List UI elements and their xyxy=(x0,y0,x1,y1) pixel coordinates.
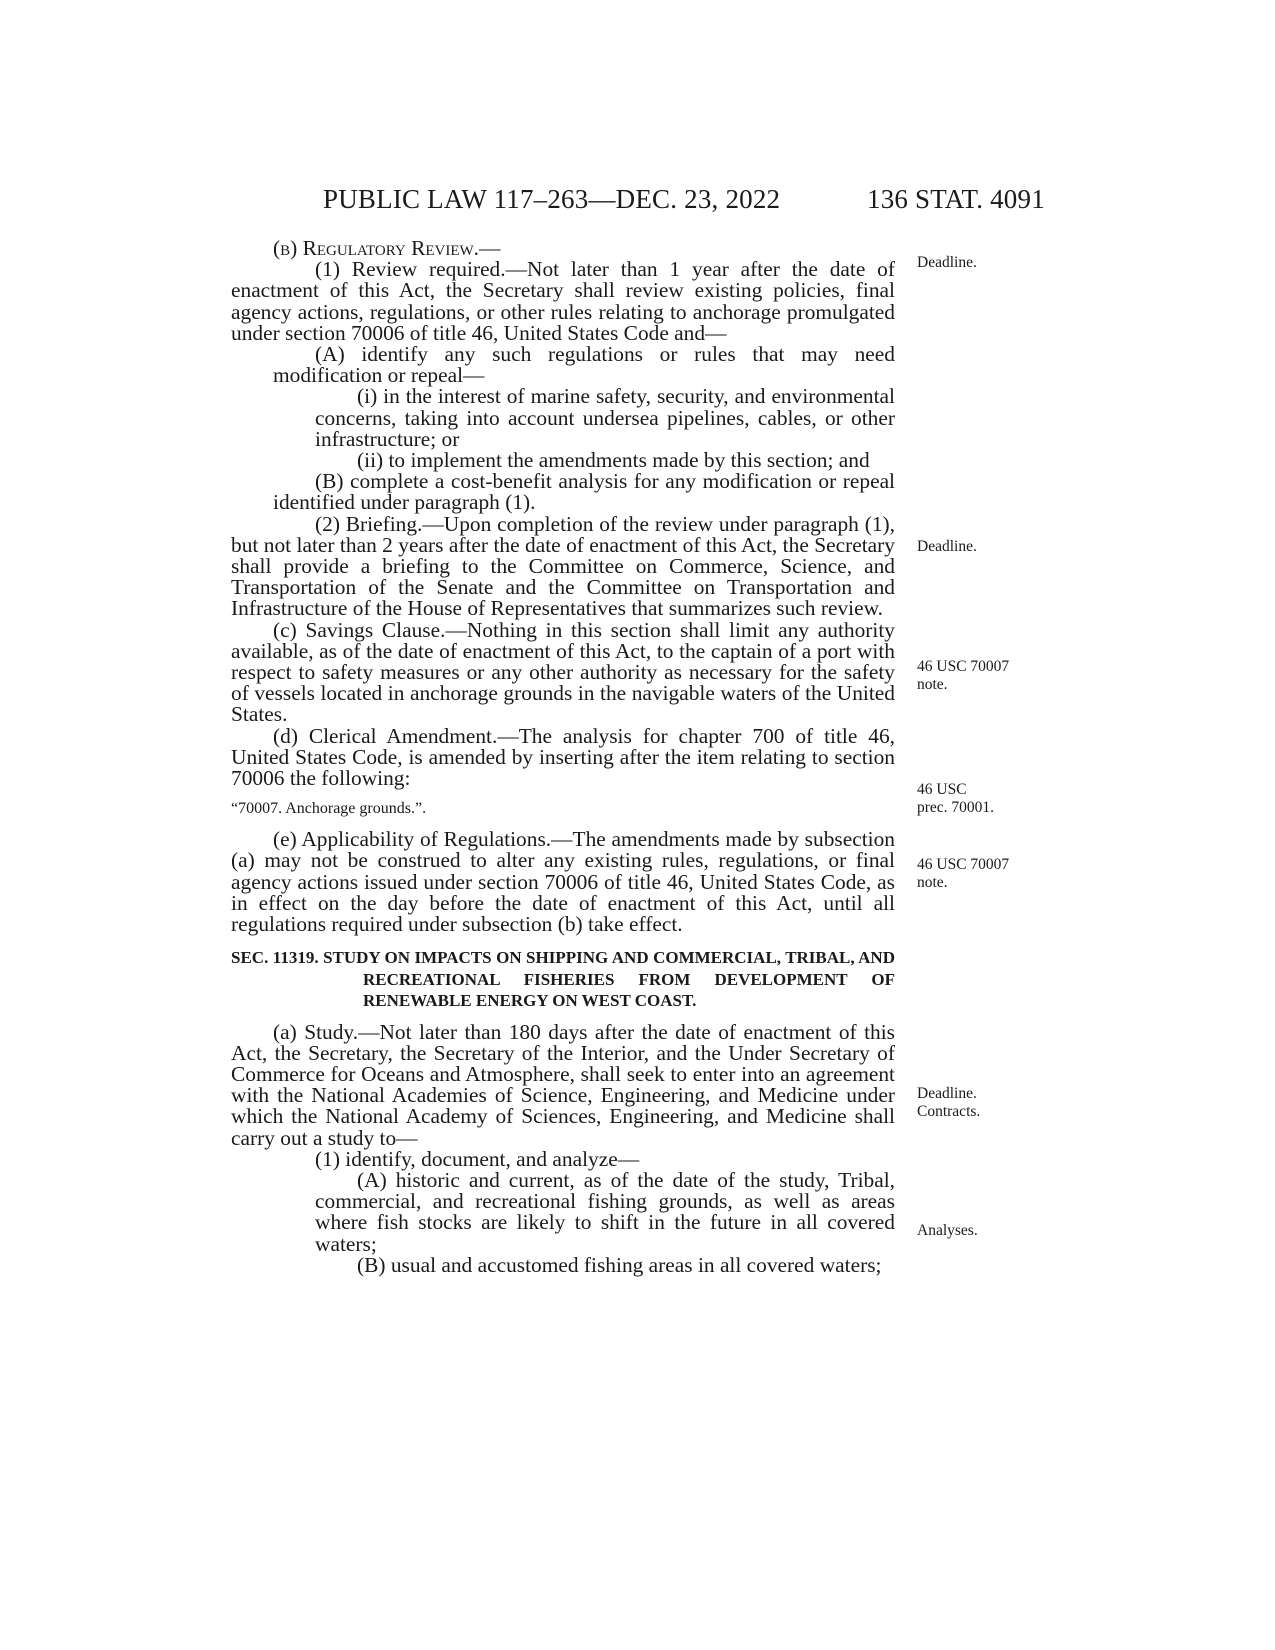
margin-note-usc-2 xyxy=(917,781,994,817)
running-header-title: PUBLIC LAW 117–263—DEC. 23, 2022 xyxy=(323,184,781,214)
document-body xyxy=(231,238,895,1276)
margin-note-usc-1-line1: 46 USC 70007 xyxy=(917,658,1010,675)
margin-note-contracts: Contracts. xyxy=(917,1103,981,1120)
subparagraph-b1A: (A) identify any such regulations or rules that may need modification or repeal— xyxy=(273,342,895,388)
clause-b1Ai: (i) in the interest of marine safety, security, and environmental concerns, taking into account undersea pipelines, cables, or other infrastructure; or xyxy=(315,384,895,451)
paragraph-b2: (2) Briefing.—Upon completion of the review under paragraph (1), but not later than 2 years after the date of enactment of this Act, the Secretary shall provide a briefing to the Committee on Commerce, Science, and Transportation of the Senate and the Committee on Transportation and Infrastructure of the House of Representatives that summarizes such review. xyxy=(231,511,895,621)
subsection-e: (e) Applicability of Regulations.—The amendments made by subsection (a) may not be construed to alter any existing rules, regulations, or final agency actions issued under section 70006 of title 46, United States Code, as in effect on the day before the date of enactment of this Act, until all regulations required under subsection (b) take effect. xyxy=(231,827,895,937)
subsection-b-heading: (b) Regulatory Review.— xyxy=(273,236,501,260)
section-heading: SEC. 11319. STUDY ON IMPACTS ON SHIPPING AND COMMERCIAL, TRIBAL, AND RECREATIONAL FISHERIES FROM DEVELOPMENT OF RENEWABLE ENERGY ON WEST COAST. xyxy=(231,948,895,1011)
subsection-a: (a) Study.—Not later than 180 days after the date of enactment of this Act, the Secretary, the Secretary of the Interior, and the Under Secretary of Commerce for Oceans and Atmosphere, shall seek to enter into an agreement with the National Academies of Science, Engineering, and Medicine under which the National Academy of Sciences, Engineering, and Medicine shall carry out a study to— xyxy=(231,1019,895,1150)
margin-note-usc-3-line2: note. xyxy=(917,874,948,891)
subparagraph-a1B: (B) usual and accustomed fishing areas in all covered waters; xyxy=(357,1252,882,1277)
paragraph-a1: (1) identify, document, and analyze— xyxy=(315,1146,640,1171)
margin-note-deadline-1: Deadline. xyxy=(917,254,977,271)
margin-note-usc-2-line2: prec. 70001. xyxy=(917,799,995,816)
margin-note-deadline-3: Deadline. xyxy=(917,1085,977,1102)
clause-b1Aii: (ii) to implement the amendments made by this section; and xyxy=(357,448,870,473)
running-header-page-number: 136 STAT. 4091 xyxy=(867,184,1045,214)
margin-note-usc-3-line1: 46 USC 70007 xyxy=(917,856,1010,873)
subsection-d: (d) Clerical Amendment.—The analysis for chapter 700 of title 46, United States Code, is amended by inserting after the item relating to section 70006 the following: xyxy=(231,723,895,791)
paragraph-b1: (1) Review required.—Not later than 1 year after the date of enactment of this Act, the Secretary shall review existing policies, final agency actions, regulations, or other rules relating to anchorage promulgated under section 70006 of title 46, United States Code and— xyxy=(231,257,895,345)
margin-note-usc-2-line1: 46 USC xyxy=(917,781,967,798)
subsection-c: (c) Savings Clause.—Nothing in this section shall limit any authority available, as of the date of enactment of this Act, to the captain of a port with respect to safety measures or any other authority as necessary for the safety of vessels located in anchorage grounds in the navigable waters of the United States. xyxy=(231,617,895,727)
subparagraph-b1B: (B) complete a cost-benefit analysis for any modification or repeal identified under paragraph (1). xyxy=(273,469,895,515)
subparagraph-a1A: (A) historic and current, as of the date of the study, Tribal, commercial, and recreational fishing grounds, as well as areas where fish stocks are likely to shift in the future in all covered waters; xyxy=(315,1167,895,1256)
clerical-item: “70007. Anchorage grounds.”. xyxy=(231,800,427,818)
margin-note-deadline-contracts xyxy=(917,1085,980,1121)
margin-note-usc-1 xyxy=(917,658,1009,694)
margin-note-deadline-2: Deadline. xyxy=(917,538,977,555)
margin-note-usc-3 xyxy=(917,856,1009,892)
margin-note-usc-1-line2: note. xyxy=(917,676,948,693)
margin-note-analyses: Analyses. xyxy=(917,1222,978,1239)
